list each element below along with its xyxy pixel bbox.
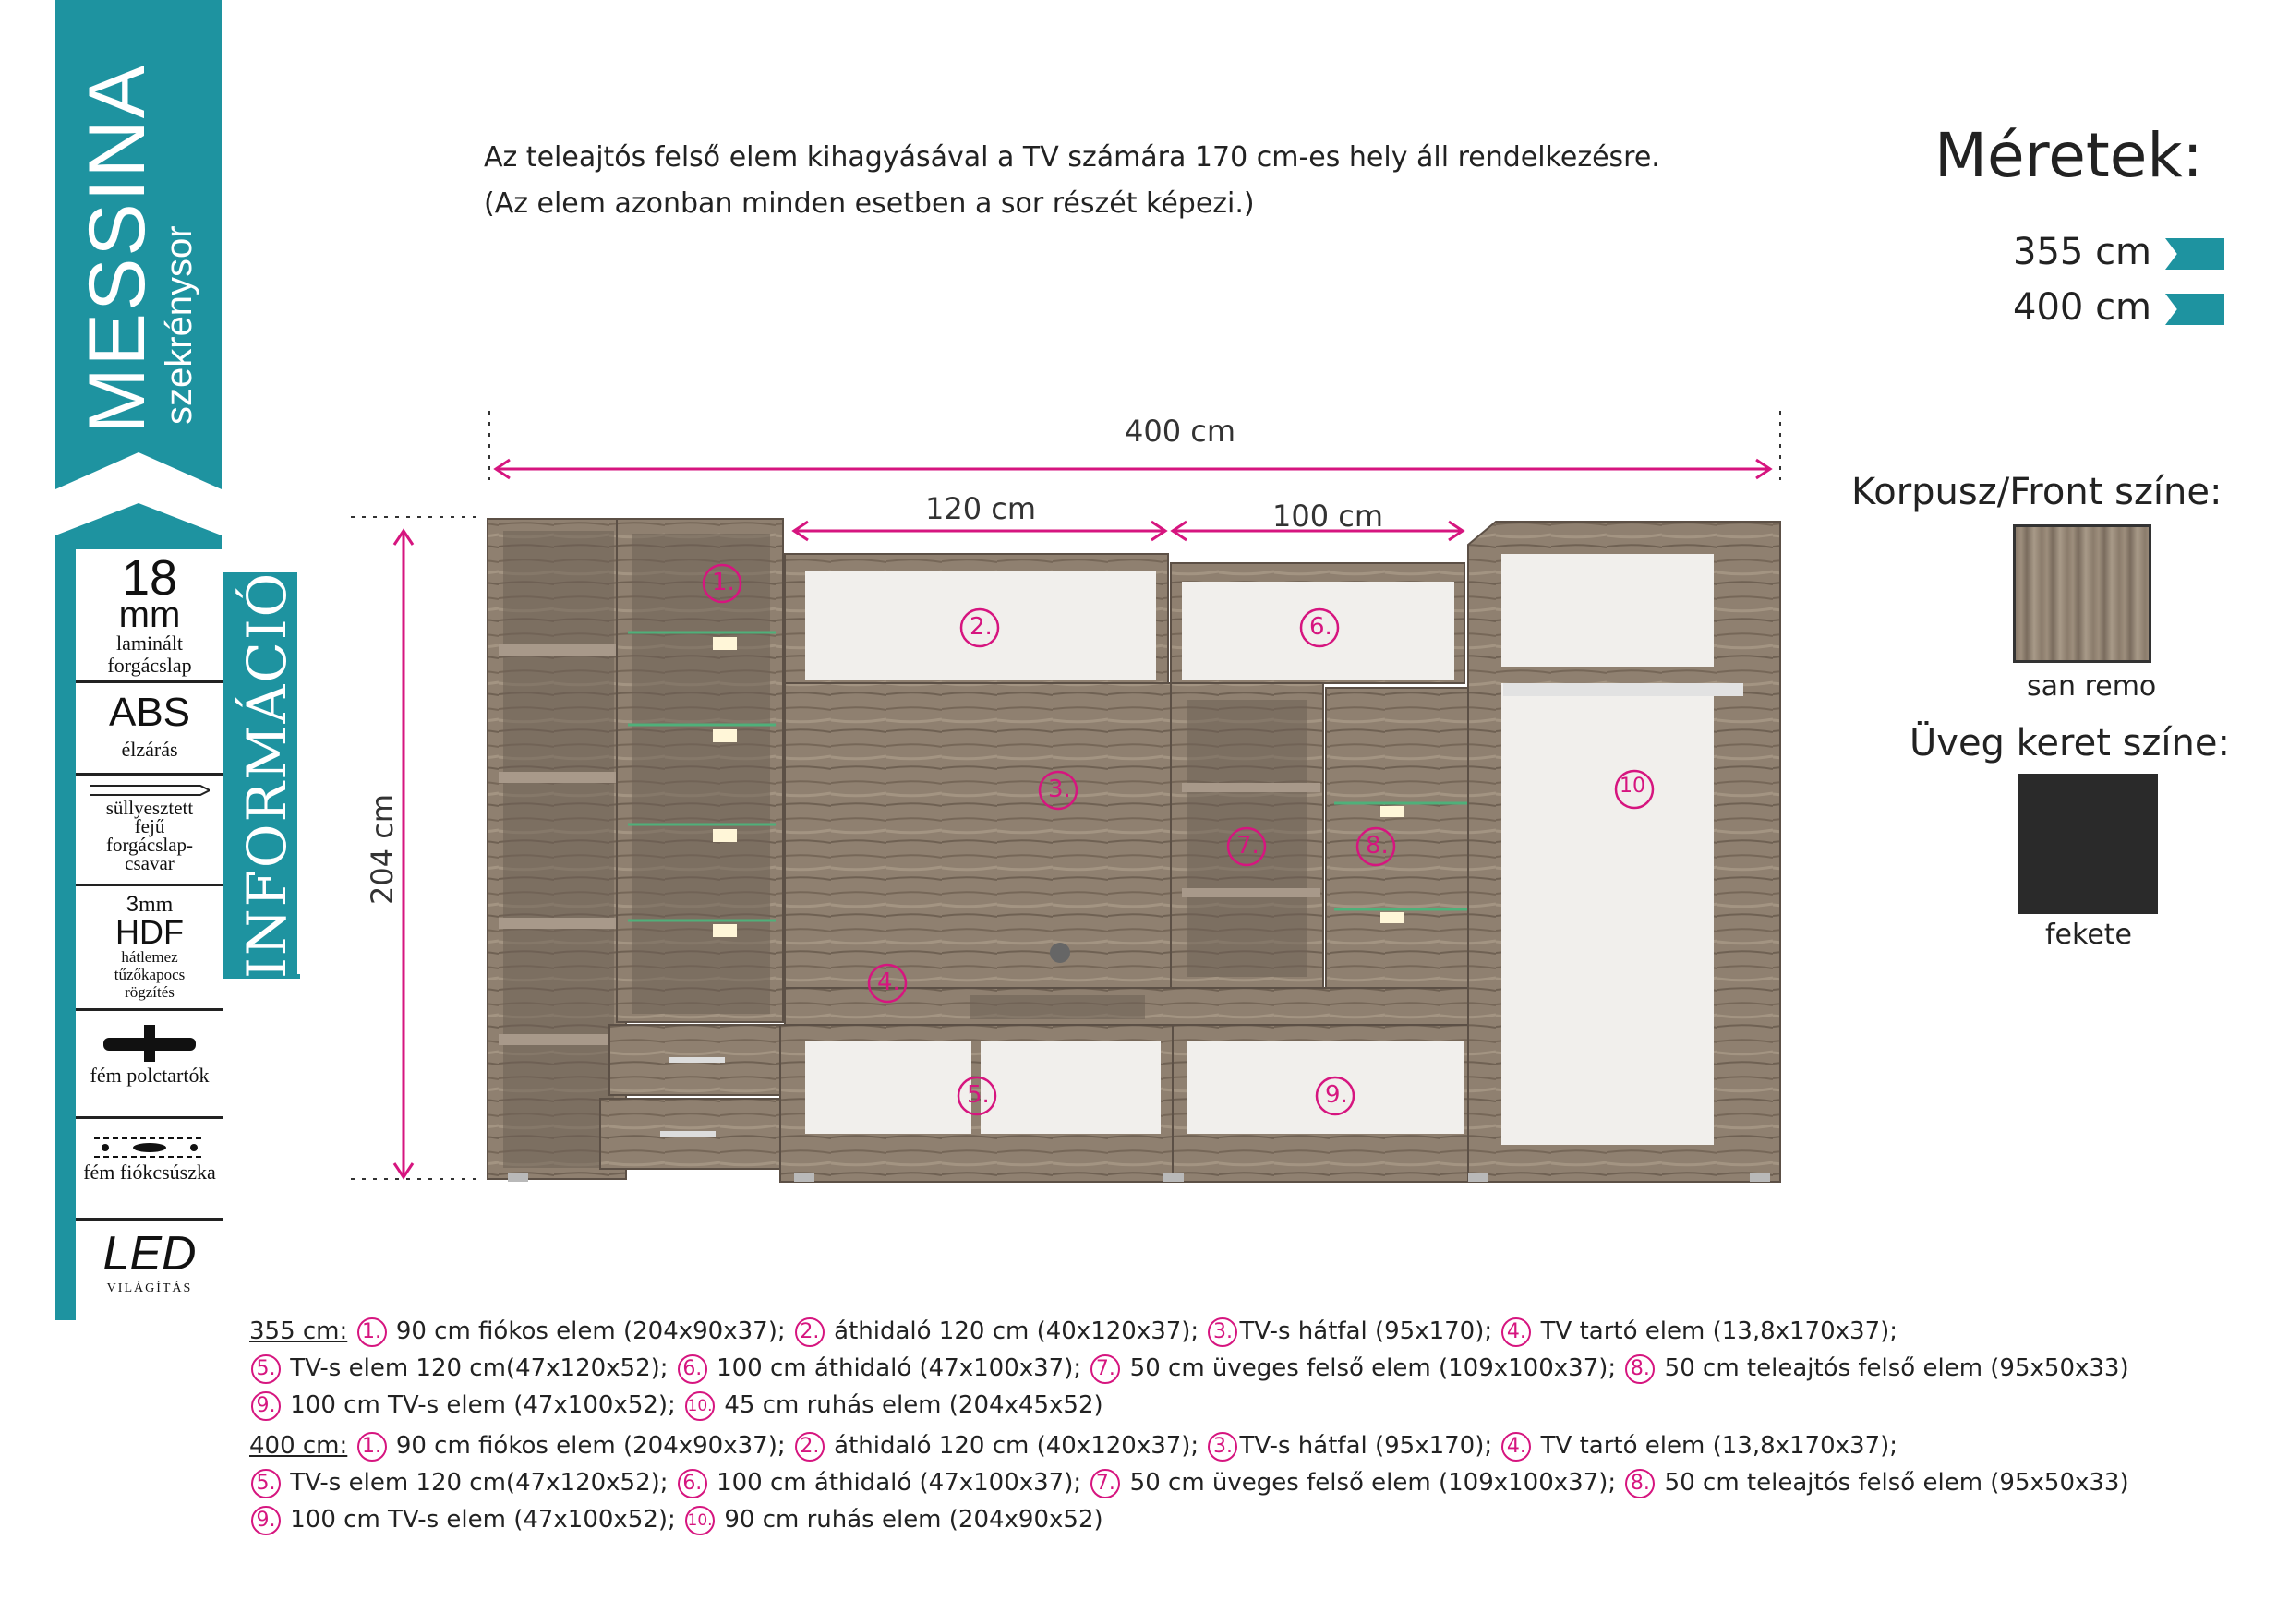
marker-7: 7.	[1236, 832, 1259, 860]
intro-line-2: (Az elem azonban minden esetben a sor részét képezi.)	[484, 187, 1255, 220]
legend-item: TV-s hátfal (95x170);	[1239, 1432, 1493, 1460]
marker-9: 9.	[1325, 1081, 1348, 1109]
holders-text: fém polctartók	[90, 1064, 210, 1087]
marker-1: 1.	[712, 569, 735, 596]
legend-item: TV-s elem 120 cm(47x120x52);	[290, 1469, 669, 1497]
brand-title-block	[55, 0, 222, 434]
feature-thickness	[76, 549, 223, 683]
info-side-label: INFORMÁCIÓ	[235, 571, 298, 979]
san-remo-caption: san remo	[2027, 670, 2157, 703]
legend-num: 4.	[1501, 1317, 1531, 1347]
slides-text: fém fiókcsúszka	[83, 1161, 216, 1184]
legend-num: 8.	[1625, 1469, 1655, 1498]
legend-item: TV-s elem 120 cm(47x120x52);	[290, 1354, 669, 1382]
legend-item: TV tartó elem (13,8x170x37);	[1540, 1317, 1898, 1345]
legend-355-line-2	[249, 1350, 2129, 1387]
legend-num: 3.	[1208, 1317, 1237, 1347]
feature-led	[76, 1225, 223, 1313]
legend-num: 5.	[251, 1354, 281, 1384]
legend-item: 50 cm üveges felső elem (109x100x37);	[1129, 1469, 1617, 1497]
legend-num: 1.	[357, 1432, 387, 1462]
legend-400	[249, 1427, 2129, 1538]
legend-num: 4.	[1501, 1432, 1531, 1462]
legend-400-line-2	[249, 1464, 2129, 1501]
legend-num: 3.	[1208, 1432, 1237, 1462]
marker-10: 10	[1620, 775, 1645, 798]
legend-num: 5.	[251, 1469, 281, 1498]
legend-item: 100 cm áthidaló (47x100x37);	[717, 1354, 1082, 1382]
size-option-355[interactable]: 355 cm	[2013, 231, 2152, 273]
brand-title: MESSINA	[73, 63, 162, 434]
legend-item: 50 cm üveges felső elem (109x100x37);	[1129, 1354, 1617, 1382]
thickness-unit: mm	[118, 595, 181, 635]
dim-total-width: 400 cm	[1125, 414, 1236, 449]
shelf-holder-icon	[103, 1025, 196, 1062]
furniture-diagram	[351, 397, 1828, 1209]
legend-num: 10.	[685, 1506, 715, 1535]
unit-10-wardrobe	[1468, 522, 1780, 1182]
feature-slides	[76, 1124, 223, 1221]
legend-355	[249, 1313, 2129, 1424]
screw-icon	[90, 784, 210, 797]
legend-num: 9.	[251, 1391, 281, 1421]
abs-label: ABS	[108, 690, 191, 735]
legend-355-line-3	[249, 1387, 2129, 1424]
hdf-label: HDF	[115, 913, 184, 951]
swatch-san-remo	[2013, 524, 2151, 663]
feature-hdf	[76, 891, 223, 1011]
abs-text: élzárás	[121, 738, 178, 761]
dim-width-120: 120 cm	[925, 491, 1037, 526]
legend-item: 100 cm TV-s elem (47x100x52);	[290, 1391, 676, 1419]
unit-1-left-tower	[488, 519, 783, 1179]
legend-item: áthidaló 120 cm (40x120x37);	[834, 1317, 1199, 1345]
dim-height: 204 cm	[365, 793, 400, 905]
feature-holders	[76, 1016, 223, 1119]
legend-400-tag: 400 cm:	[249, 1432, 348, 1460]
legend-400-line-1	[249, 1427, 2129, 1464]
marker-8: 8.	[1366, 832, 1389, 860]
fekete-caption: fekete	[2045, 919, 2132, 951]
legend-num: 2.	[795, 1317, 825, 1347]
sizes-title: Méretek:	[1934, 120, 2203, 191]
uveg-label: Üveg keret színe:	[1910, 722, 2230, 764]
legend-num: 7.	[1090, 1469, 1120, 1498]
marker-5: 5.	[967, 1081, 990, 1109]
legend-item: 90 cm fiókos elem (204x90x37);	[395, 1317, 786, 1345]
marker-4: 4.	[877, 968, 900, 996]
legend-num: 10.	[685, 1391, 715, 1421]
feature-abs	[76, 688, 223, 776]
unit-8-door-upper	[1326, 688, 1488, 997]
board-text: laminált forgácslap	[107, 632, 192, 677]
dim-width-100: 100 cm	[1272, 499, 1384, 534]
size-355-marker	[2165, 238, 2224, 270]
legend-item: 90 cm fiókos elem (204x90x37);	[395, 1432, 786, 1460]
legend-num: 2.	[795, 1432, 825, 1462]
marker-3: 3.	[1048, 776, 1071, 803]
legend-num: 7.	[1090, 1354, 1120, 1384]
marker-2: 2.	[970, 613, 993, 641]
legend-item: áthidaló 120 cm (40x120x37);	[834, 1432, 1199, 1460]
legend-item: 100 cm áthidaló (47x100x37);	[717, 1469, 1082, 1497]
legend-item: 100 cm TV-s elem (47x100x52);	[290, 1506, 676, 1534]
legend-item: 50 cm teleajtós felső elem (95x50x33)	[1664, 1354, 2129, 1382]
unit-3-tv-back	[785, 683, 1173, 988]
size-option-400[interactable]: 400 cm	[2013, 286, 2152, 329]
led-label: LED	[102, 1227, 197, 1281]
legend-item: TV tartó elem (13,8x170x37);	[1540, 1432, 1898, 1460]
hdf-thickness-value: 3	[126, 892, 139, 917]
legend-item: TV-s hátfal (95x170);	[1239, 1317, 1493, 1345]
feature-screw	[76, 780, 223, 886]
hdf-text: hátlemez tűzőkapocs rögzítés	[114, 948, 186, 1001]
info-features	[76, 549, 223, 1325]
legend-item: 90 cm ruhás elem (204x90x52)	[724, 1506, 1103, 1534]
intro-text	[484, 135, 1660, 227]
brand-subtitle: szekrénysor	[159, 225, 199, 425]
legend-item: 50 cm teleajtós felső elem (95x50x33)	[1664, 1469, 2129, 1497]
hdf-thickness-unit: mm	[139, 893, 174, 917]
legend-num: 6.	[678, 1354, 707, 1384]
legend-item: 45 cm ruhás elem (204x45x52)	[724, 1391, 1103, 1419]
legend-num: 6.	[678, 1469, 707, 1498]
swatch-fekete	[2018, 774, 2158, 914]
legend-355-line-1	[249, 1313, 2129, 1350]
screw-text: süllyesztett fejű forgácslap-csavar	[105, 797, 194, 874]
legend-num: 1.	[357, 1317, 387, 1347]
legend-num: 9.	[251, 1506, 281, 1535]
legend-num: 8.	[1625, 1354, 1655, 1384]
size-400-marker	[2165, 294, 2224, 325]
legend-400-line-3	[249, 1501, 2129, 1538]
drawer-slide-icon	[94, 1135, 205, 1159]
korpusz-label: Korpusz/Front színe:	[1851, 471, 2223, 513]
led-text: VILÁGÍTÁS	[106, 1281, 193, 1295]
thickness-value: 18	[121, 550, 178, 606]
marker-6: 6.	[1309, 613, 1332, 641]
legend-355-tag: 355 cm:	[249, 1317, 348, 1345]
intro-line-1: Az teleajtós felső elem kihagyásával a TV számára 170 cm-es hely áll rendelkezésre.	[484, 141, 1660, 174]
